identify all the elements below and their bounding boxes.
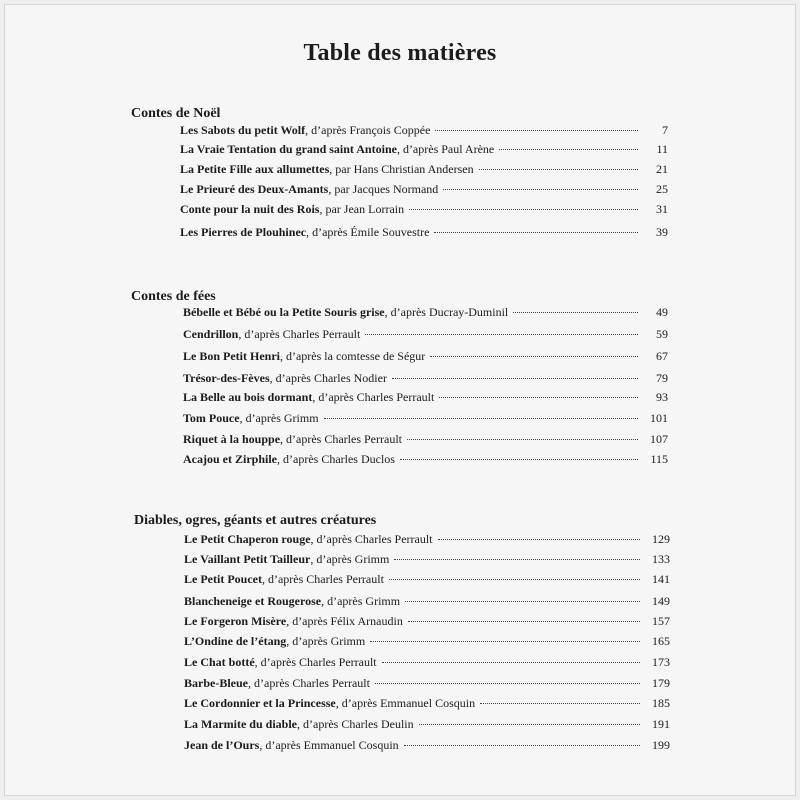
entry-page: 173 <box>652 655 670 669</box>
toc-entry[interactable] <box>180 225 668 243</box>
entry-page: 157 <box>652 614 670 628</box>
entry-title: L’Ondine de l’étang <box>184 634 287 648</box>
dot-leader <box>480 703 640 704</box>
entry-author: , d’après Charles Perrault <box>238 327 361 341</box>
dot-leader <box>365 334 638 335</box>
toc-entry[interactable] <box>183 349 668 367</box>
entry-title: Trésor-des-Fèves <box>183 371 270 385</box>
entry-title: La Belle au bois dormant <box>183 390 313 404</box>
entry-page: 107 <box>650 432 668 446</box>
entry-title: Bébelle et Bébé ou la Petite Souris grise <box>183 305 385 319</box>
dot-leader <box>479 169 638 170</box>
toc-entry[interactable] <box>180 123 668 141</box>
entry-author: , d’après Charles Perrault <box>310 532 433 546</box>
toc-entry[interactable] <box>183 411 668 429</box>
toc-entry[interactable] <box>183 305 668 323</box>
entry-title: Tom Pouce <box>183 411 240 425</box>
entry-title: Le Cordonnier et la Princesse <box>184 696 336 710</box>
entry-title: La Petite Fille aux allumettes <box>180 162 330 176</box>
dot-leader <box>513 312 638 313</box>
entry-page: 191 <box>652 717 670 731</box>
entry-author: , d’après Émile Souvestre <box>306 225 430 239</box>
dot-leader <box>409 209 638 210</box>
dot-leader <box>382 662 640 663</box>
entry-title: Le Petit Poucet <box>184 572 262 586</box>
entry-author: , d’après Grimm <box>286 634 366 648</box>
entry-author: , d’après Charles Perrault <box>254 655 377 669</box>
section-title-diables-ogres: Diables, ogres, géants et autres créatures <box>134 513 377 528</box>
dot-leader <box>419 724 640 725</box>
entry-title: La Marmite du diable <box>184 717 297 731</box>
toc-entry[interactable] <box>180 182 668 200</box>
toc-entry[interactable] <box>180 162 668 180</box>
entry-author: , d’après Charles Perrault <box>261 572 384 586</box>
dot-leader <box>407 439 638 440</box>
entry-author: , d’après Grimm <box>310 552 390 566</box>
dot-leader <box>499 149 638 150</box>
entry-title: Le Petit Chaperon rouge <box>184 532 311 546</box>
dot-leader <box>430 356 638 357</box>
toc-entry[interactable] <box>183 390 668 408</box>
dot-leader <box>375 683 640 684</box>
entry-title: Blancheneige et Rougerose <box>184 594 322 608</box>
toc-entry[interactable] <box>184 552 670 570</box>
entry-title: Le Forgeron Misère <box>184 614 287 628</box>
entry-author: , d’après Félix Arnaudin <box>286 614 403 628</box>
entry-title: Riquet à la houppe <box>183 432 281 446</box>
entry-author: , par Jacques Normand <box>328 182 439 196</box>
toc-entry[interactable] <box>183 371 668 389</box>
toc-entry[interactable] <box>184 676 670 694</box>
entry-author: , d’après Charles Perrault <box>312 390 435 404</box>
entry-title: Acajou et Zirphile <box>183 452 277 466</box>
entry-title: Le Vaillant Petit Tailleur <box>184 552 311 566</box>
entry-author: , d’après Charles Perrault <box>248 676 370 690</box>
dot-leader <box>408 621 640 622</box>
entry-page: 11 <box>656 142 668 156</box>
dot-leader <box>443 189 638 190</box>
dot-leader <box>405 601 640 602</box>
entry-page: 179 <box>652 676 670 690</box>
toc-entry[interactable] <box>183 452 668 470</box>
entry-title: Le Prieuré des Deux-Amants <box>180 182 329 196</box>
toc-entry[interactable] <box>184 594 670 612</box>
entry-page: 141 <box>652 572 670 586</box>
page-title: Table des matières <box>303 40 497 66</box>
toc-entry[interactable] <box>183 432 668 450</box>
entry-page: 7 <box>662 123 668 137</box>
entry-page: 185 <box>652 696 670 710</box>
entry-title: Conte pour la nuit des Rois <box>180 202 320 216</box>
entry-page: 93 <box>656 390 668 404</box>
toc-entry[interactable] <box>180 202 668 220</box>
entry-page: 101 <box>650 411 668 425</box>
entry-author: , d’après Charles Duclos <box>277 452 395 466</box>
toc-entry[interactable] <box>184 614 670 632</box>
entry-page: 67 <box>656 349 668 363</box>
entry-author: , d’après Charles Nodier <box>269 371 387 385</box>
entry-page: 129 <box>652 532 670 546</box>
toc-entry[interactable] <box>183 327 668 345</box>
entry-title: Barbe-Bleue <box>184 676 248 690</box>
entry-title: Le Chat botté <box>184 655 255 669</box>
entry-author: , d’après Paul Arène <box>396 142 495 156</box>
dot-leader <box>392 378 638 379</box>
toc-entry[interactable] <box>184 738 670 756</box>
entry-page: 115 <box>650 452 668 466</box>
toc-entry[interactable] <box>184 634 670 652</box>
entry-title: La Vraie Tentation du grand saint Antoine <box>180 142 397 156</box>
entry-author: , d’après Ducray-Duminil <box>384 305 509 319</box>
dot-leader <box>370 641 640 642</box>
entry-page: 39 <box>656 225 668 239</box>
entry-title: Les Pierres de Plouhinec <box>180 225 307 239</box>
entry-page: 133 <box>652 552 670 566</box>
entry-author: , d’après Emmanuel Cosquin <box>335 696 476 710</box>
entry-page: 199 <box>652 738 670 752</box>
entry-page: 31 <box>656 202 668 216</box>
entry-author: , d’après François Coppée <box>305 123 431 137</box>
toc-entry[interactable] <box>180 142 668 160</box>
dot-leader <box>400 459 638 460</box>
entry-page: 165 <box>652 634 670 648</box>
entry-author: , par Jean Lorrain <box>319 202 405 216</box>
dot-leader <box>389 579 640 580</box>
entry-author: , d’après Grimm <box>321 594 401 608</box>
entry-title: Les Sabots du petit Wolf <box>180 123 306 137</box>
entry-page: 21 <box>656 162 668 176</box>
toc-entry[interactable] <box>184 696 670 714</box>
toc-entry[interactable] <box>184 572 670 590</box>
entry-author: , d’après Charles Deulin <box>297 717 414 731</box>
entry-page: 149 <box>652 594 670 608</box>
toc-entry[interactable] <box>184 717 670 735</box>
dot-leader <box>438 539 640 540</box>
toc-entry[interactable] <box>184 532 670 550</box>
entry-title: Le Bon Petit Henri <box>183 349 280 363</box>
dot-leader <box>394 559 640 560</box>
entry-author: , d’après Emmanuel Cosquin <box>259 738 399 752</box>
dot-leader <box>404 745 640 746</box>
dot-leader <box>435 130 638 131</box>
entry-page: 49 <box>656 305 668 319</box>
entry-page: 79 <box>656 371 668 385</box>
section-title-contes-de-noel: Contes de Noël <box>131 106 221 121</box>
entry-author: , par Hans Christian Andersen <box>329 162 474 176</box>
entry-title: Cendrillon <box>183 327 239 341</box>
entry-page: 25 <box>656 182 668 196</box>
dot-leader <box>324 418 638 419</box>
entry-author: , d’après Charles Perrault <box>280 432 402 446</box>
entry-title: Jean de l’Ours <box>184 738 260 752</box>
section-title-contes-de-fees: Contes de fées <box>131 289 216 304</box>
dot-leader <box>434 232 638 233</box>
entry-author: , d’après Grimm <box>239 411 319 425</box>
dot-leader <box>439 397 638 398</box>
entry-page: 59 <box>656 327 668 341</box>
toc-entry[interactable] <box>184 655 670 673</box>
entry-author: , d’après la comtesse de Ségur <box>279 349 426 363</box>
